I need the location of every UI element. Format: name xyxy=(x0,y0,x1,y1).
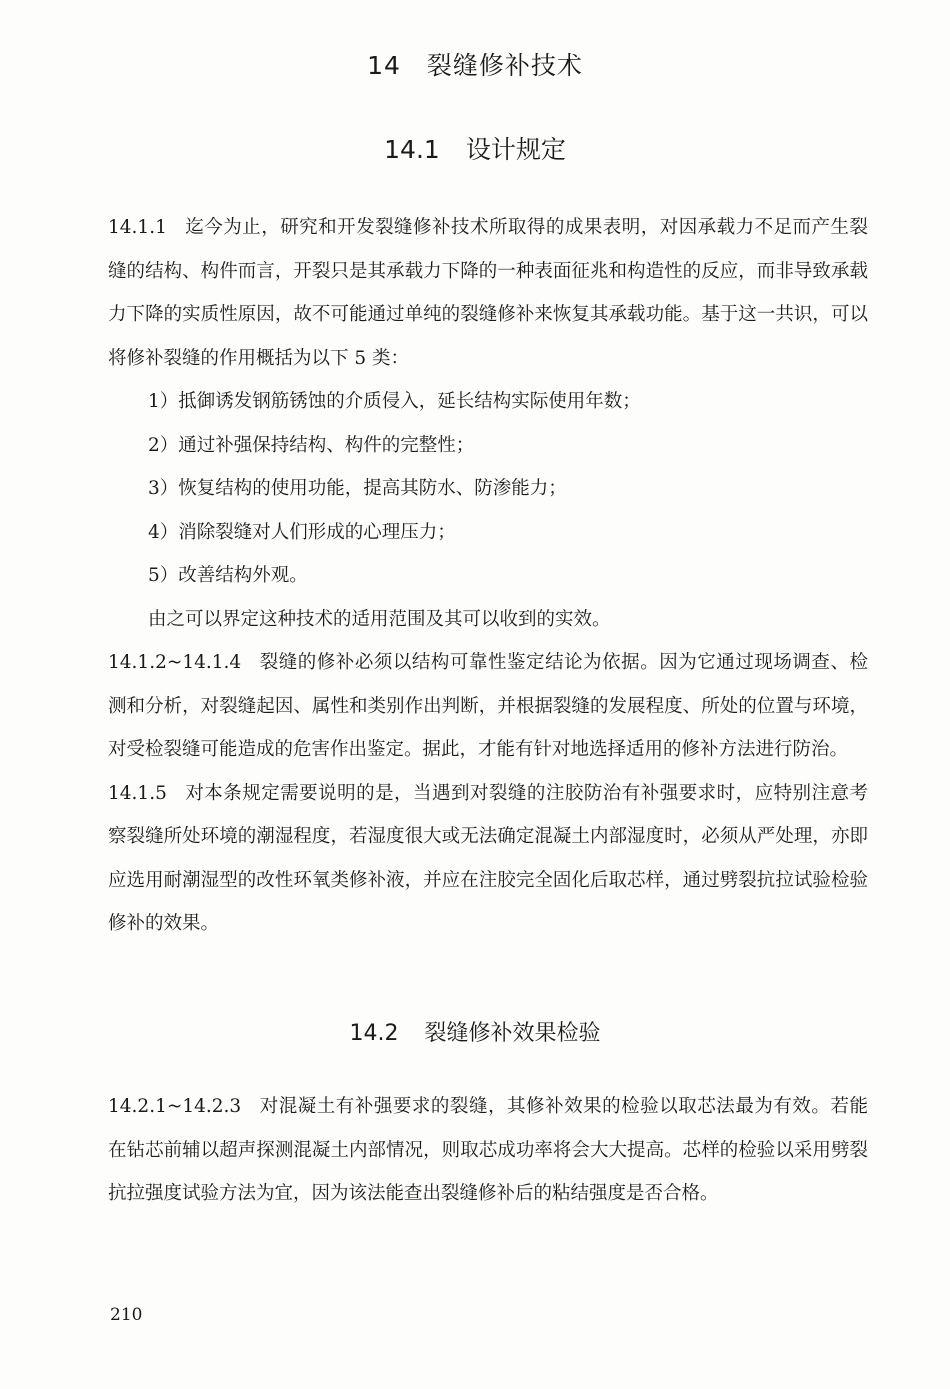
section-title-14-2 xyxy=(0,1016,950,1047)
list-item: 2）通过补强保持结构、构件的完整性； xyxy=(148,434,475,456)
clause-text: 裂缝的修补必须以结构可靠性鉴定结论为依据。因为它通过现场调查、检测和分析，对裂缝起因、属性和类别作出判断，并根据裂缝的发展程度、所处的位置与环境，对受检裂缝可能造成的危害作出鉴定。据此，才能有针对地选择适用的修补方法进行防治。 xyxy=(108,652,868,760)
clause-14-1-1 xyxy=(108,206,868,380)
clause-14-1-5 xyxy=(108,772,868,946)
section-14-2-body xyxy=(108,1085,868,1216)
clause-number: 14.2.1~14.2.3 xyxy=(108,1096,242,1117)
clause-text: 对本条规定需要说明的是，当遇到对裂缝的注胶防治有补强要求时，应特别注意考察裂缝所处环境的潮湿程度，若湿度很大或无法确定混凝土内部湿度时，必须从严处理，亦即应选用耐潮湿型的改性环氧类修补液，并应在注胶完全固化后取芯样，通过劈裂抗拉试验检验修补的效果。 xyxy=(108,782,868,934)
list-item: 1）抵御诱发钢筋锈蚀的介质侵入，延长结构实际使用年数； xyxy=(148,391,641,412)
section-14-1-body xyxy=(108,206,868,946)
list-item: 3）恢复结构的使用功能，提高其防水、防渗能力； xyxy=(148,478,567,499)
section-number: 14.1 xyxy=(384,135,440,164)
clause-number: 14.1.1 xyxy=(108,217,167,238)
section-title-14-1 xyxy=(0,130,950,166)
clause-14-2-1 xyxy=(108,1085,868,1216)
section-title-text: 裂缝修补效果检验 xyxy=(424,1021,601,1046)
section-title-text: 设计规定 xyxy=(465,135,566,164)
clause-14-1-2 xyxy=(108,641,868,772)
list-item: 4）消除裂缝对人们形成的心理压力； xyxy=(148,521,456,543)
after-list-text: 由之可以界定这种技术的适用范围及其可以收到的实效。 xyxy=(148,608,611,630)
clause-number: 14.1.5 xyxy=(108,782,167,804)
section-number: 14.2 xyxy=(349,1021,399,1046)
clause-text: 迄今为止，研究和开发裂缝修补技术所取得的成果表明，对因承载力不足而产生裂缝的结构、构件而言，开裂只是其承载力下降的一种表面征兆和构造性的反应，而非导致承载力下降的实质性原因，故不可能通过单纯的裂缝修补来恢复其承载功能。基于这一共识，可以将修补裂缝的作用概括为以下 5 类： xyxy=(108,217,868,369)
chapter-number: 14 xyxy=(367,51,401,80)
chapter-title-text: 裂缝修补技术 xyxy=(426,51,583,80)
clause-text: 对混凝土有补强要求的裂缝，其修补效果的检验以取芯法最为有效。若能在钻芯前辅以超声探测混凝土内部情况，则取芯成功率将会大大提高。芯样的检验以采用劈裂抗拉强度试验方法为宜，因为该法能查出裂缝修补后的粘结强度是否合格。 xyxy=(108,1096,868,1204)
page-number: 210 xyxy=(110,1305,143,1325)
list-item: 5）改善结构外观。 xyxy=(148,565,308,586)
clause-number: 14.1.2~14.1.4 xyxy=(108,652,242,673)
chapter-title xyxy=(0,46,950,82)
